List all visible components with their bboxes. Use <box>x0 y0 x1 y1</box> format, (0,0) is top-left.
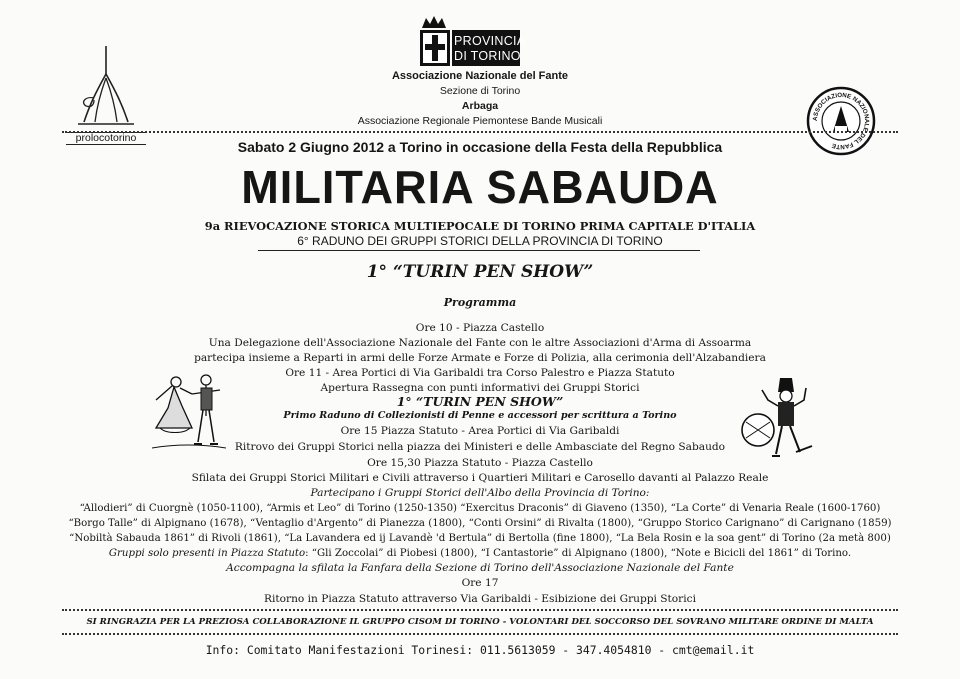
info-line: Info: Comitato Manifestazioni Torinesi: 011.5613059 - 347.4054810 - cmt@email.it <box>205 643 755 657</box>
divider-footer <box>62 633 898 635</box>
ritorno-line: Ritorno in Piazza Statuto attraverso Via Garibaldi - Esibizione dei Gruppi Storici <box>264 593 696 605</box>
org-bande: Associazione Regionale Piemontese Bande Musicali <box>357 115 603 127</box>
program-line-2: Una Delegazione dell'Associazione Nazionale del Fante con le altre Associazioni d'Arma di Assoarma <box>208 337 752 349</box>
pen-show-title: 1° “TURIN PEN SHOW” <box>366 262 594 282</box>
groups-line-1: “Allodieri” di Cuorgnè (1050-1100), “Armis et Leo” di Torino (1250-1350) “Exercitus Draconis” di Giaveno (1350), “La Corte” di Venaria Reale (1600-1760) <box>79 503 881 514</box>
program-line-1: Ore 10 - Piazza Castello <box>415 322 545 334</box>
pen-show-desc: Primo Raduno di Collezionisti di Penne e accessori per scrittura a Torino <box>283 410 677 421</box>
ore17-line: Ore 17 <box>461 577 499 589</box>
partecipano-line: Partecipano i Gruppi Storici dell'Albo della Provincia di Torino: <box>310 487 650 499</box>
provincia-line2: DI TORINO <box>454 49 521 63</box>
program-line-3: partecipa insieme a Reparti in armi delle Forze Armate e Forze di Polizia, alla cerimonia dell'Alzabandiera <box>194 352 766 364</box>
subtitle-raduno: 6° RADUNO DEI GRUPPI STORICI DELLA PROVINCIA DI TORINO <box>297 234 663 248</box>
org-anfante: Associazione Nazionale del Fante <box>391 70 569 82</box>
dancers-illustration <box>152 372 226 456</box>
svg-text:ASSOCIAZIONE NAZIONALE DEL FAN: ASSOCIAZIONE NAZIONALE DEL FANTE <box>811 91 871 151</box>
dancing-couple-icon <box>152 372 226 456</box>
solo-line <box>0 547 960 561</box>
program-line-7: Ritrovo dei Gruppi Storici nella piazza dei Ministeri e delle Ambasciate del Regno Sabaudo <box>234 441 726 453</box>
provincia-line1: PROVINCIA <box>454 34 526 48</box>
drummer-icon <box>732 376 814 460</box>
program-line-6: Ore 15 Piazza Statuto - Area Portici di Via Garibaldi <box>340 425 620 437</box>
dateline: Sabato 2 Giugno 2012 a Torino in occasione della Festa della Repubblica <box>237 139 723 155</box>
program-line-4: Ore 11 - Area Portici di Via Garibaldi tra Corso Palestro e Piazza Statuto <box>285 367 675 379</box>
fanfara-line: Accompagna la sfilata la Fanfara della Sezione di Torino dell'Associazione Nazionale del Fante <box>226 562 734 574</box>
org-arbaga: Arbaga <box>461 100 499 112</box>
org-sezione: Sezione di Torino <box>439 85 521 97</box>
program-line-9: Sfilata dei Gruppi Storici Militari e Civili attraverso i Quartieri Militari e Carosello davanti al Palazzo Reale <box>191 472 769 484</box>
solo-text: : “Gli Zoccolai” di Piobesi (1800), “I Cantastorie” di Alpignano (1800), “Note e Bicicli del 1861” di Torino. <box>305 548 852 559</box>
groups-line-3: “Nobiltà Sabauda 1861” di Rivoli (1861), “La Lavandera ed ij Lavandè 'd Bertula” di Bertolla (fine 1800), “La Bela Rosin e la soa gent” di Torino (2a metà 800) <box>69 533 891 544</box>
solo-label: Gruppi solo presenti in Piazza Statuto <box>108 548 306 559</box>
proloco-label: prolocotorino <box>66 132 146 145</box>
pen-show-small: 1° “TURIN PEN SHOW” <box>396 394 564 409</box>
program-line-8: Ore 15,30 Piazza Statuto - Piazza Castello <box>367 457 593 469</box>
divider-top <box>62 131 898 133</box>
divider-bottom <box>62 609 898 611</box>
program-line-5: Apertura Rassegna con punti informativi dei Gruppi Storici <box>320 382 640 394</box>
thanks-line: SI RINGRAZIA PER LA PREZIOSA COLLABORAZIONE IL GRUPPO CISOM DI TORINO - VOLONTARI DEL SOCCORSO DEL SOVRANO MILITARE ORDINE DI MALTA <box>86 617 874 627</box>
main-title: MILITARIA SABAUDA <box>241 161 719 213</box>
provincia-logo <box>418 14 526 68</box>
drummer-illustration <box>732 376 814 460</box>
groups-line-2: “Borgo Talle” di Alpignano (1678), “Ventaglio d'Argento” di Pianezza (1800), “Conti Orsini” di Rivalta (1800), “Gruppo Storico Carignano” di Carignano (1859) <box>68 518 892 529</box>
subtitle-rievocazione: 9a RIEVOCAZIONE STORICA MULTIEPOCALE DI TORINO PRIMA CAPITALE D'ITALIA <box>204 219 756 233</box>
programma-heading: Programma <box>443 296 517 309</box>
underline-raduno <box>258 250 700 251</box>
